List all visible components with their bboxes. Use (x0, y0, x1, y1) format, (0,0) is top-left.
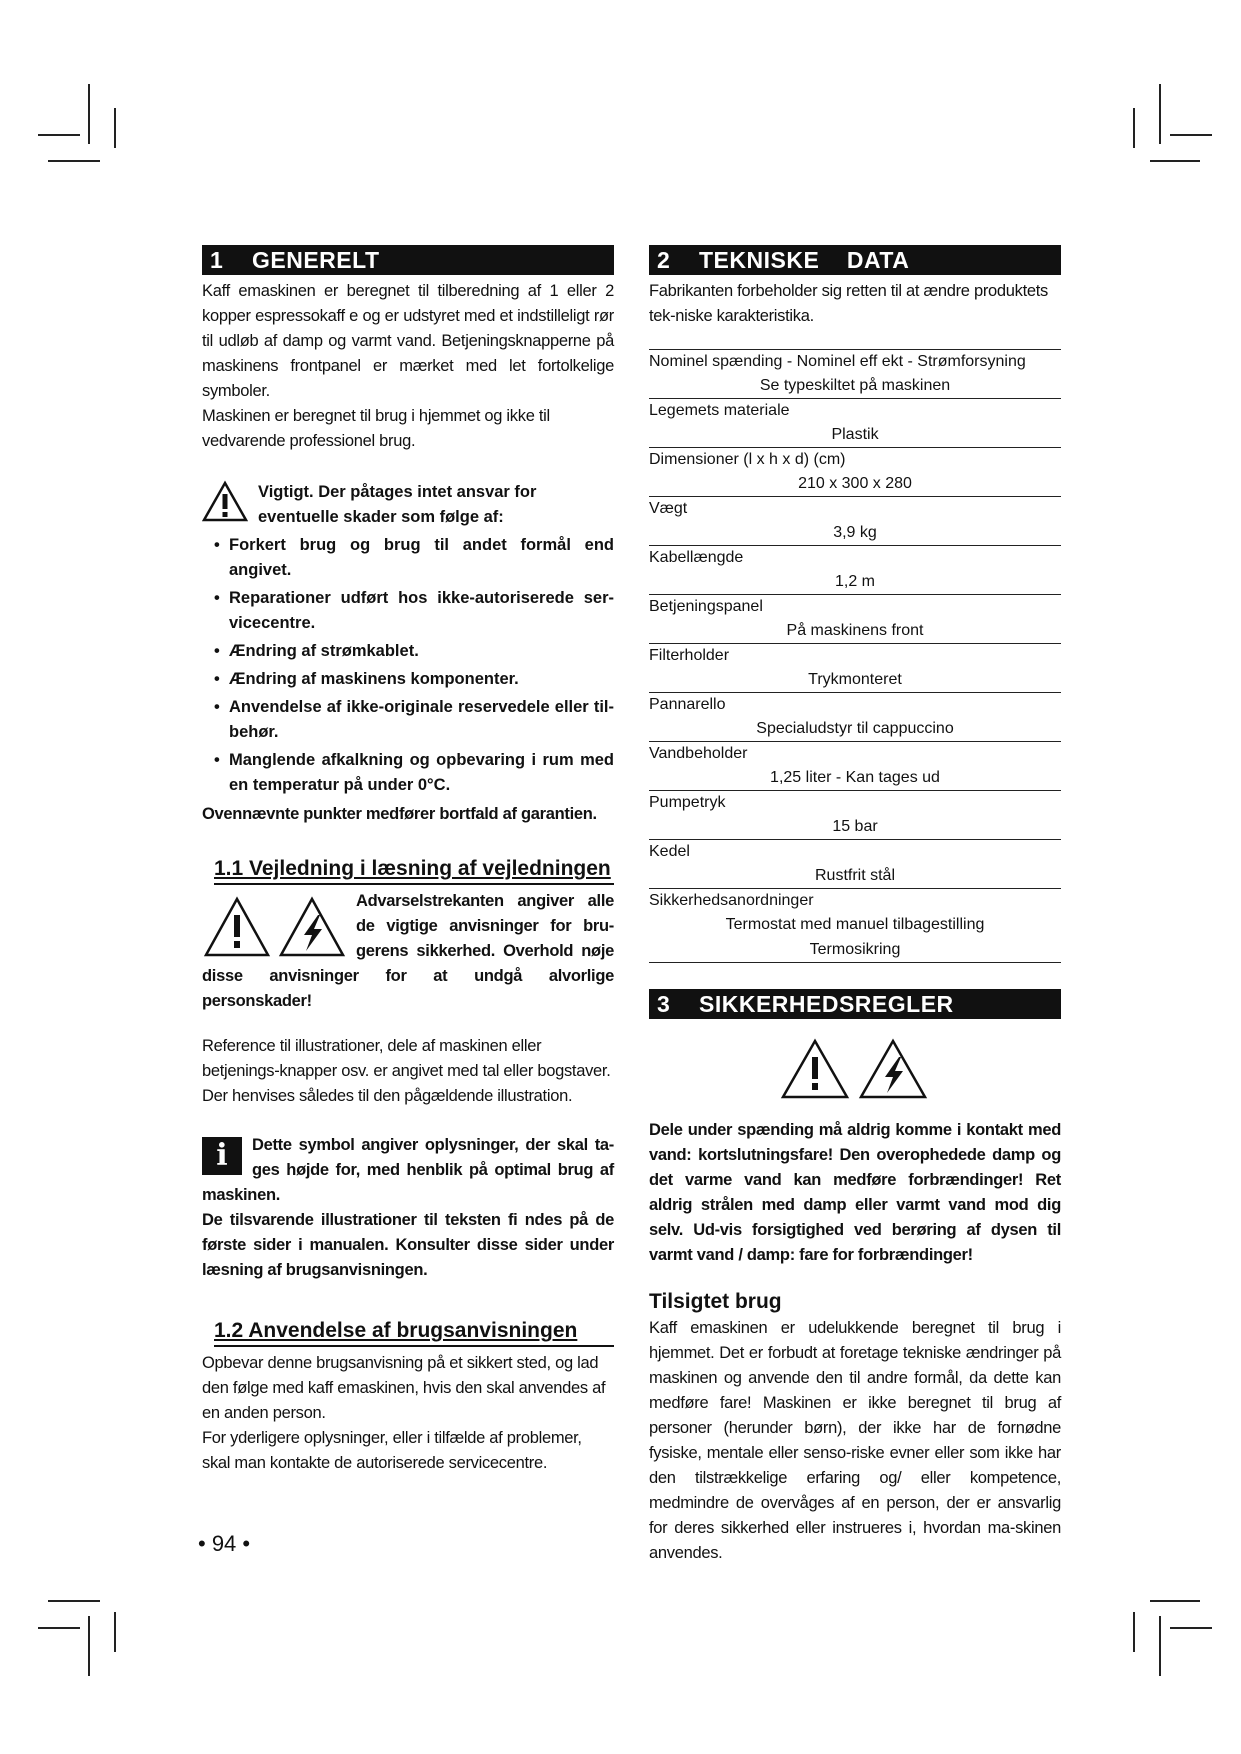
section-1-1-heading: 1.1 Vejledning i læsning af vejledningen (214, 855, 614, 885)
crop-mark (1150, 1600, 1200, 1602)
warning-explanation: Advarselstrekanten angiver alle de vigtige anvisninger for bru-gerens sikkerhed. Overhold nøje disse anvisninger for at undgå alvorlige personskader! (202, 892, 614, 1010)
spec-label: Dimensioner (l x h x d) (cm) (649, 448, 1061, 472)
reference-paragraph: Reference til illustrationer, dele af maskinen eller betjenings-knapper osv. er angivet med tal eller bogstaver. Der henvises således til den pågældende illustration. (202, 1037, 611, 1105)
crop-mark (114, 1612, 116, 1652)
intro-paragraph: Kaff emaskinen er beregnet til tilberedning af 1 eller 2 kopper espressokaff e og er udstyret med et indstilleligt rør til udløb af damp og varmt vand. Betjeningsknapperne på maskinens frontpanel er mærket med let fortolkelige symboler. (202, 282, 614, 400)
list-item: • Ændring af strømkablet. (202, 639, 614, 664)
crop-mark (1159, 1616, 1161, 1676)
storage-paragraph: Opbevar denne brugsanvisning på et sikkert sted, og lad den følge med kaff emaskinen, hvis den skal anvendes af en anden person. (202, 1354, 606, 1422)
spec-label: Pumpetryk (649, 791, 1061, 815)
crop-mark (1170, 1627, 1212, 1629)
section-3-heading: 3 SIKKERHEDSREGLER (649, 989, 1061, 1019)
warning-title: Vigtigt. Der påtages intet ansvar for eventuelle skader som følge af: (258, 483, 537, 526)
list-item: • Reparationer udført hos ikke-autoriserede ser-vicecentre. (202, 586, 614, 636)
section-1-heading: 1 GENERELT (202, 245, 614, 275)
spec-label: Pannarello (649, 693, 1061, 717)
crop-mark (48, 1600, 100, 1602)
spec-label: Sikkerhedsanordninger (649, 889, 1061, 913)
crop-mark (88, 1616, 90, 1676)
crop-mark (114, 108, 116, 148)
list-item: • Manglende afkalkning og opbevaring i rum med en temperatur på under 0°C. (202, 748, 614, 798)
spec-value: 1,2 m (834, 573, 875, 590)
crop-mark (38, 1627, 80, 1629)
warning-symbols-icon (775, 1037, 935, 1103)
spec-table (649, 349, 1061, 963)
spec-value: Termostat med manuel tilbagestilling (725, 916, 985, 933)
spec-value: Specialudstyr til cappuccino (756, 720, 954, 737)
spec-value: 210 x 300 x 280 (798, 475, 912, 492)
usage-paragraph: Maskinen er beregnet til brug i hjemmet og ikke til vedvarende professionel brug. (202, 407, 550, 450)
liability-list (202, 533, 614, 798)
section-1-2-heading: 1.2 Anvendelse af brugsanvisningen (214, 1317, 614, 1347)
crop-mark (88, 84, 90, 144)
warning-symbols-icon (202, 895, 352, 961)
list-item: • Ændring af maskinens komponenter. (202, 667, 614, 692)
spec-label: Kedel (649, 840, 1061, 864)
crop-mark (38, 134, 80, 136)
tech-intro: Fabrikanten forbeholder sig retten til at ændre produktets tek-niske karakteristika. (649, 282, 1049, 325)
spec-label: Kabellængde (649, 546, 1061, 570)
spec-value: 1,25 liter - Kan tages ud (770, 769, 940, 786)
important-warning (202, 480, 614, 530)
info-block (202, 1133, 614, 1283)
spec-value: Se typeskiltet på maskinen (759, 377, 951, 394)
spec-label: Legemets materiale (649, 399, 1061, 423)
warranty-note: Ovennævnte punkter medfører bortfald af garantien. (202, 805, 597, 823)
spec-label: Betjeningspanel (649, 595, 1061, 619)
warning-triangle-icon (202, 480, 248, 522)
crop-mark (1133, 1612, 1135, 1652)
safety-warning: Dele under spænding må aldrig komme i kontakt med vand: kortslutningsfare! Den overophedede damp og det varme vand kan medføre forbrændinger! Ret aldrig strålen med damp eller varmt vand mod dig selv. Ud-vis forsigtighed ved berøring af dysen til varmt vand / damp: fare for forbrændinger! (649, 1121, 1061, 1264)
spec-label: Filterholder (649, 644, 1061, 668)
spec-value: 15 bar (832, 818, 878, 835)
list-item: • Forkert brug og brug til andet formål end angivet. (202, 533, 614, 583)
info-text: Dette symbol angiver oplysninger, der skal ta-ges højde for, med henblik på optimal brug af maskinen. (202, 1136, 614, 1204)
section-2-heading: 2 TEKNISKE DATA (649, 245, 1061, 275)
spec-value: Rustfrit stål (814, 867, 895, 884)
spec-label: Vandbeholder (649, 742, 1061, 766)
warning-symbols-block (202, 889, 614, 1014)
spec-value: Plastik (831, 426, 879, 443)
intended-use-text: Kaff emaskinen er udelukkende beregnet til brug i hjemmet. Det er forbudt at foretage tekniske ændringer på maskinen og anvende den til andre formål, da dette kan medføre fare! Maskinen er ikke beregnet til brug af personer (herunder børn), der ikke har de fornødne fysiske, mentale eller senso-riske evner eller som ikke har den tilstrækkelige erfaring og/ eller kompetence, medmindre de overvåges af en person, der er ansvarlig for deres sikkerhed eller instrueres i, hvordan ma-skinen anvendes. (649, 1319, 1061, 1562)
spec-label: Nominel spænding - Nominel eff ekt - Strømforsyning (649, 350, 1061, 374)
spec-value: På maskinens front (786, 622, 924, 639)
crop-mark (1133, 108, 1135, 148)
crop-mark (48, 160, 100, 162)
safety-symbols (649, 1037, 1061, 1108)
right-column (649, 245, 1061, 1566)
crop-mark (1159, 84, 1161, 144)
info-icon: i (202, 1137, 242, 1175)
spec-value: Termosikring (649, 937, 1061, 963)
illustrations-note: De tilsvarende illustrationer til teksten fi ndes på de første sider i manualen. Konsulter disse sider under læsning af brugsanvisningen. (202, 1211, 614, 1279)
page-number: • 94 • (198, 1531, 251, 1556)
crop-mark (1150, 160, 1200, 162)
spec-value: 3,9 kg (833, 524, 877, 541)
left-column (202, 245, 614, 1476)
section-1-1 (202, 855, 614, 1283)
crop-mark (1170, 134, 1212, 136)
section-1-2 (202, 1317, 614, 1476)
service-paragraph: For yderligere oplysninger, eller i tilfælde af problemer, skal man kontakte de autoriserede servicecentre. (202, 1429, 582, 1472)
list-item: • Anvendelse af ikke-originale reservedele eller til-behør. (202, 695, 614, 745)
intended-use-heading: Tilsigtet brug (649, 1290, 782, 1313)
spec-label: Vægt (649, 497, 1061, 521)
spec-value: Trykmonteret (808, 671, 902, 688)
